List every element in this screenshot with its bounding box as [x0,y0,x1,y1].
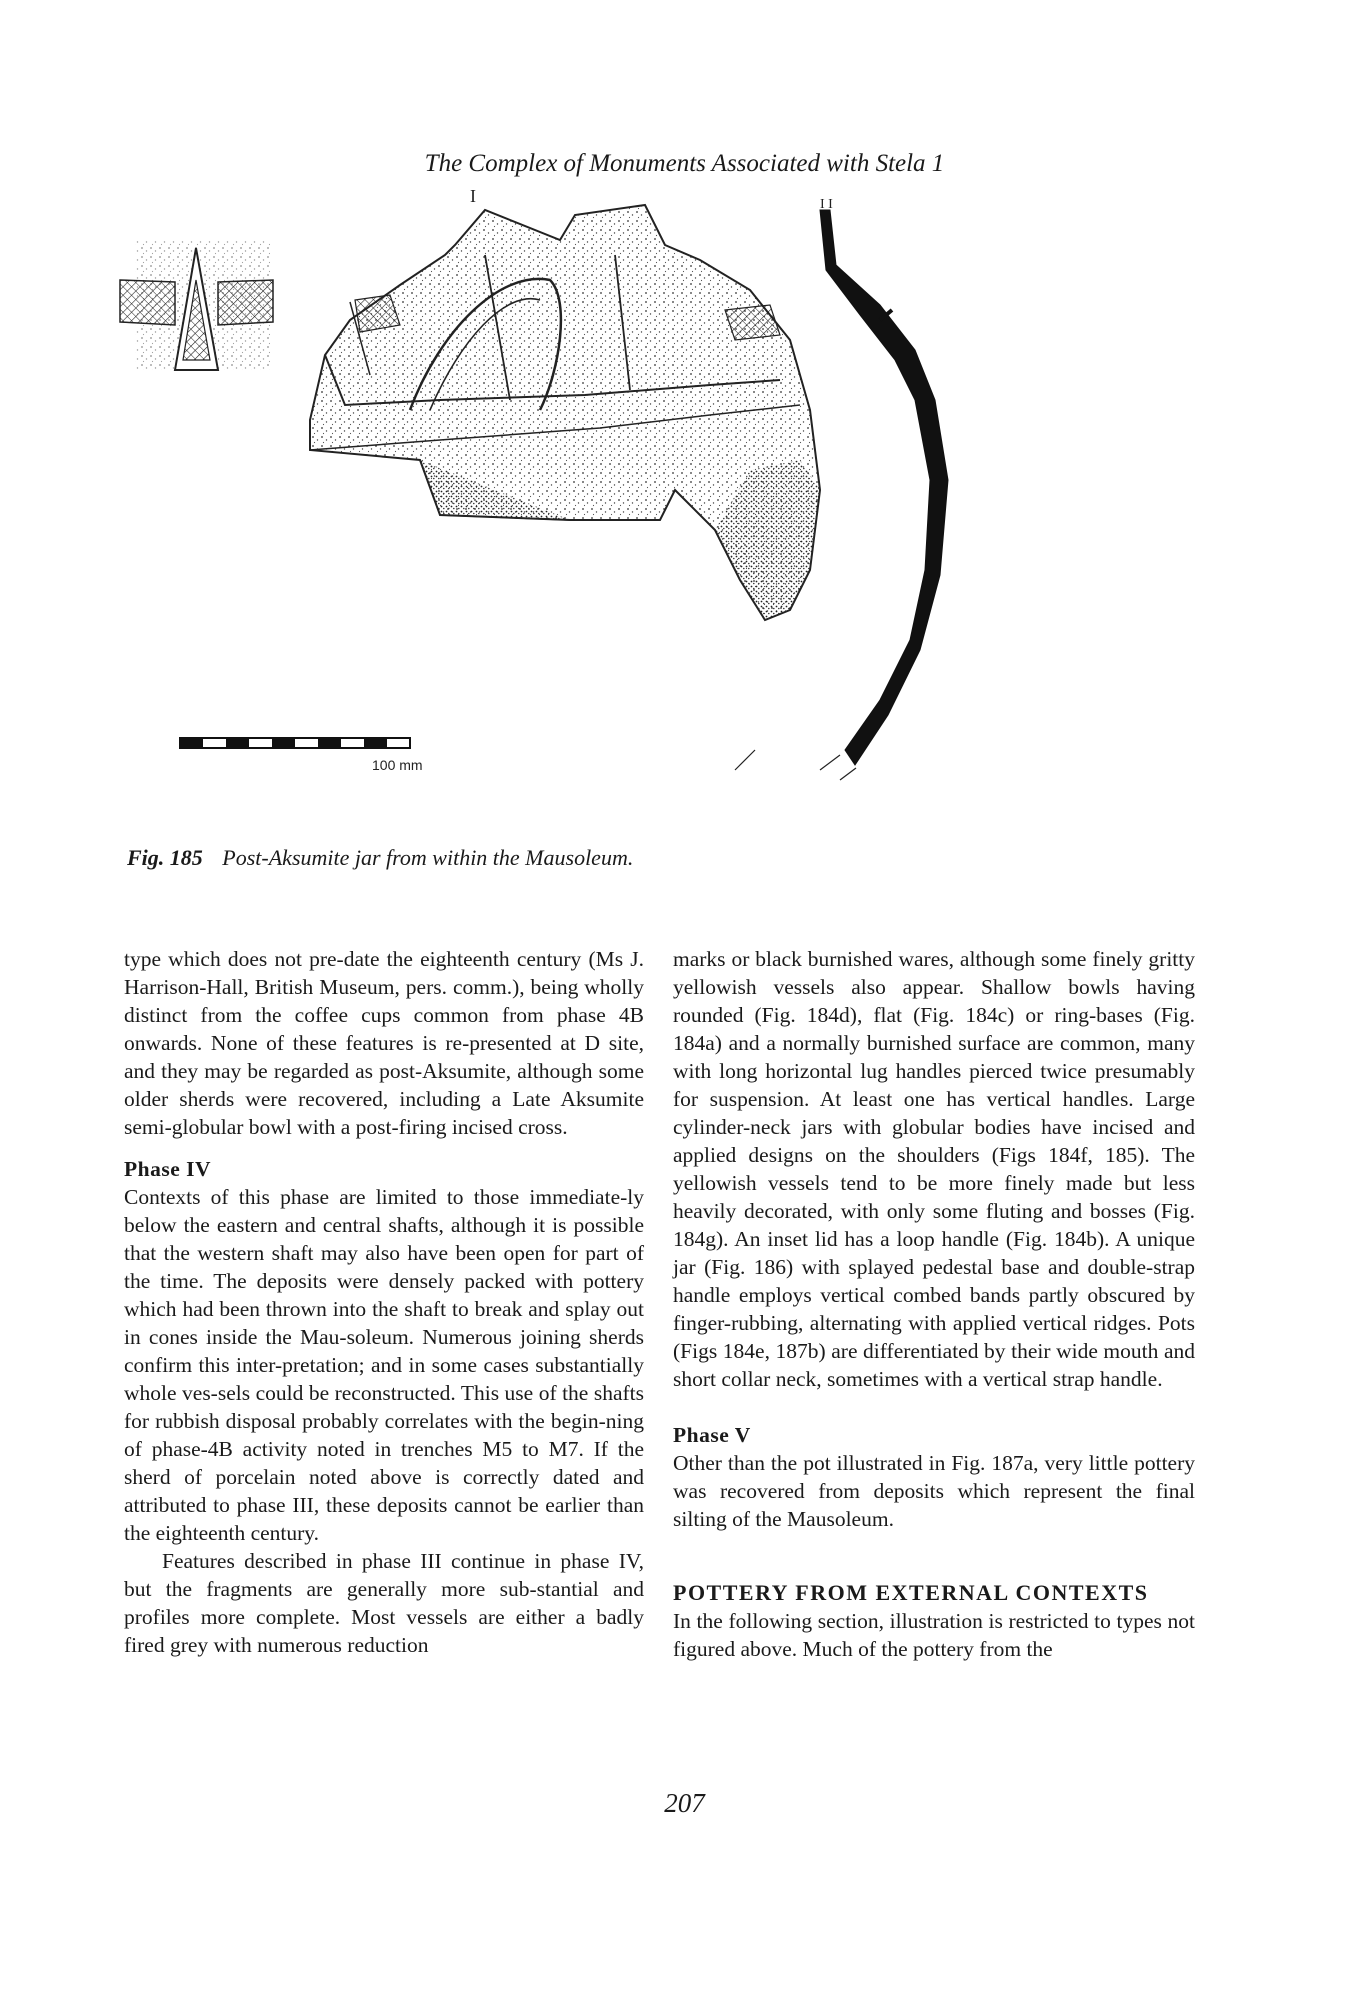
scale-label: 100 mm [372,757,423,773]
figure-caption [127,845,633,871]
paragraph: marks or black burnished wares, although some finely gritty yellowish vessels also appear. Shallow bowls having rounded (Fig. 184d), flat (Fig. 184c) or ring-bases (Fig. 184a) and a normally burnished surface are common, many with long horizontal lug handles pierced twice presumably for suspension. At least one has vertical handles. Large cylinder-neck jars with globular bodies have incised and applied designs on the shoulders (Figs 184f, 185). The yellowish vessels tend to be more finely made but less heavily decorated, with only some fluting and bosses (Fig. 184g). An inset lid has a loop handle (Fig. 184b). A unique jar (Fig. 186) with splayed pedestal base and double-strap handle employs vertical combed bands partly obscured by finger-rubbing, alternating with applied vertical ridges. Pots (Figs 184e, 187b) are differentiated by their wide mouth and short collar neck, sometimes with a vertical strap handle. [673,947,1195,1391]
section-marker-ii: I I [820,197,833,212]
section-marker-i: I [470,186,476,206]
paragraph: Contexts of this phase are limited to those immediate-ly below the eastern and central shafts, although it is possible that the western shaft may also have been open for part of the time. The deposits were densely packed with pottery which had been thrown into the shaft to break and splay out in cones inside the Mau-soleum. Numerous joining sherds confirm this inter-pretation; and in some cases substantially whole ves-sels could be reconstructed. This use of the shafts for rubbish disposal probably correlates with the begin-ning of phase-4B activity noted in trenches M5 to M7. If the sherd of porcelain noted above is correctly dated and attributed to phase III, these deposits cannot be earlier than the eighteenth century. [124,1185,644,1545]
heading-external-contexts: POTTERY FROM EXTERNAL CONTEXTS [673,1580,1149,1605]
paragraph: Features described in phase III continue in phase IV, but the fragments are generally more sub-stantial and profiles more complete. Most vessels are either a badly fired grey with numerous reduction [124,1549,644,1657]
figure-label: Fig. 185 [127,845,203,870]
scale-bar [180,738,423,773]
jar-sherd [310,205,820,620]
figure-185 [140,186,1200,830]
heading-phase-iv: Phase IV [124,1157,212,1181]
left-column [124,945,644,1659]
paragraph: Other than the pot illustrated in Fig. 187a, very little pottery was recovered from deposits which represent the final silting of the Mausoleum. [673,1451,1195,1531]
caption-text: Post-Aksumite jar from within the Mausoleum. [222,845,634,870]
heading-phase-v: Phase V [673,1423,751,1447]
paragraph: In the following section, illustration is restricted to types not figured above. Much of the pottery from the [673,1609,1195,1661]
jar-profile [820,210,948,765]
right-column [673,945,1195,1663]
paragraph: type which does not pre-date the eighteenth century (Ms J. Harrison-Hall, British Museum, pers. comm.), being wholly distinct from the coffee cups common from phase 4B onwards. None of these features is re-presented at D site, and they may be regarded as post-Aksumite, although some older sherds were recovered, including a Late Aksumite semi-globular bowl with a post-firing incised cross. [124,947,644,1139]
page-number: 207 [664,1788,705,1818]
cross-detail [120,240,273,370]
jar-drawing [140,186,1200,830]
running-head: The Complex of Monuments Associated with Stela 1 [424,150,945,177]
